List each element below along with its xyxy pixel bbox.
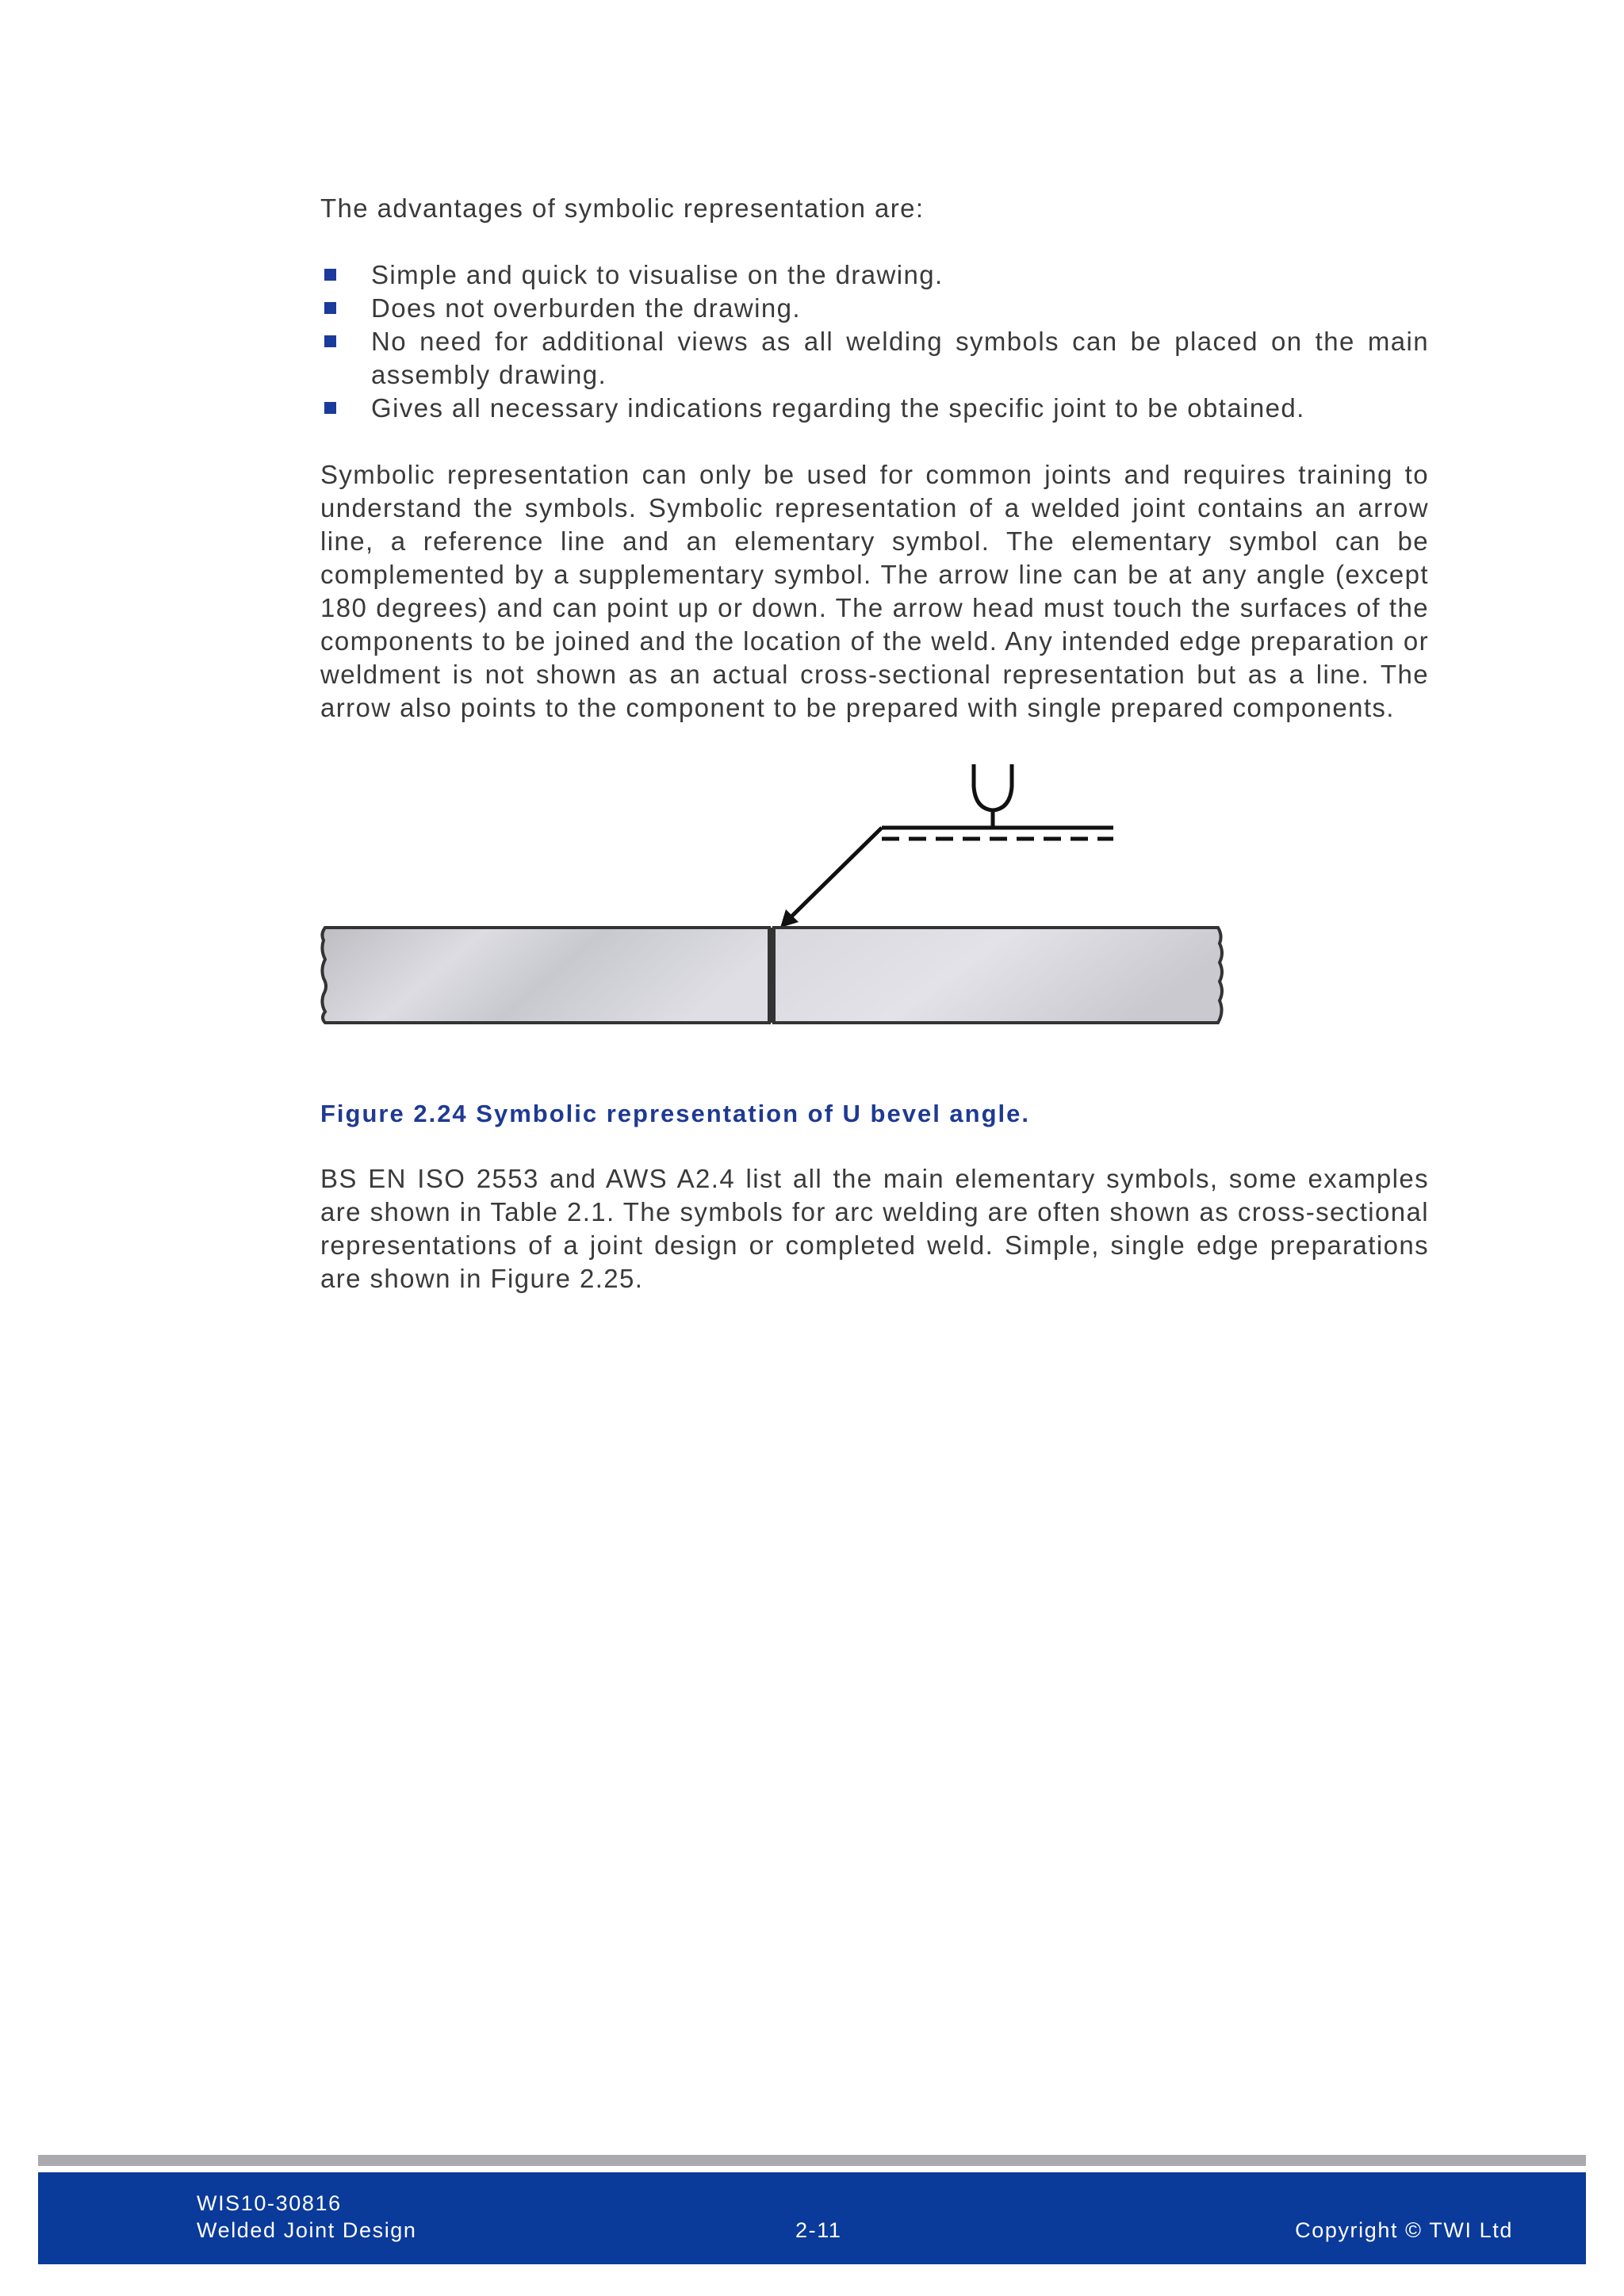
square-bullet-icon <box>324 402 336 414</box>
copyright-notice: Copyright © TWI Ltd <box>1295 2218 1513 2242</box>
list-item-text: No need for additional views as all welding symbols can be placed on the main assembly drawing. <box>371 327 1429 389</box>
weld-diagram <box>320 756 1429 1097</box>
body-paragraph: BS EN ISO 2553 and AWS A2.4 list all the main elementary symbols, some examples are shown in Table 2.1. The symbols for arc welding are often shown as cross-sectional representations of a joint design or completed weld. Simple, single edge preparations are shown in Figure 2.25. <box>320 1164 1429 1293</box>
list-item <box>320 325 1429 392</box>
list-item <box>320 392 1429 425</box>
list-item <box>320 292 1429 325</box>
body-paragraph: Symbolic representation can only be used for common joints and requires training to understand the symbols. Symbolic representation of a welded joint contains an arrow line, a reference line and an elementary symbol. The elementary symbol can be complemented by a supplementary symbol. The arrow line can be at any angle (except 180 degrees) and can point up or down. The arrow head must touch the surfaces of the components to be joined and the location of the weld. Any intended edge preparation or weldment is not shown as an actual cross-sectional representation but as a line. The arrow also points to the component to be prepared with single prepared components. <box>320 460 1429 722</box>
figure-caption: Figure 2.24 Symbolic representation of U bevel angle. <box>320 1100 1031 1127</box>
page-number: 2-11 <box>795 2218 842 2242</box>
square-bullet-icon <box>324 302 336 314</box>
page-content <box>320 192 1429 1295</box>
u-groove-symbol <box>974 764 1012 810</box>
weld-symbol-figure <box>320 756 1429 1097</box>
square-bullet-icon <box>324 335 336 347</box>
list-item-text: Gives all necessary indications regarding the specific joint to be obtained. <box>371 393 1305 423</box>
list-item <box>320 258 1429 292</box>
left-plate <box>322 928 769 1023</box>
advantages-list <box>320 258 1429 425</box>
list-item-text: Does not overburden the drawing. <box>371 293 801 323</box>
list-item-text: Simple and quick to visualise on the drawing. <box>371 260 944 289</box>
document-code: WIS10-30816 <box>197 2191 342 2215</box>
arrow-line <box>785 828 882 923</box>
footer-document-info <box>197 2190 417 2244</box>
document-title: Welded Joint Design <box>197 2218 417 2242</box>
footer-divider <box>38 2155 1586 2166</box>
right-plate <box>774 928 1222 1023</box>
intro-text: The advantages of symbolic representation are: <box>320 193 925 223</box>
page-footer <box>38 2172 1586 2264</box>
square-bullet-icon <box>324 269 336 281</box>
